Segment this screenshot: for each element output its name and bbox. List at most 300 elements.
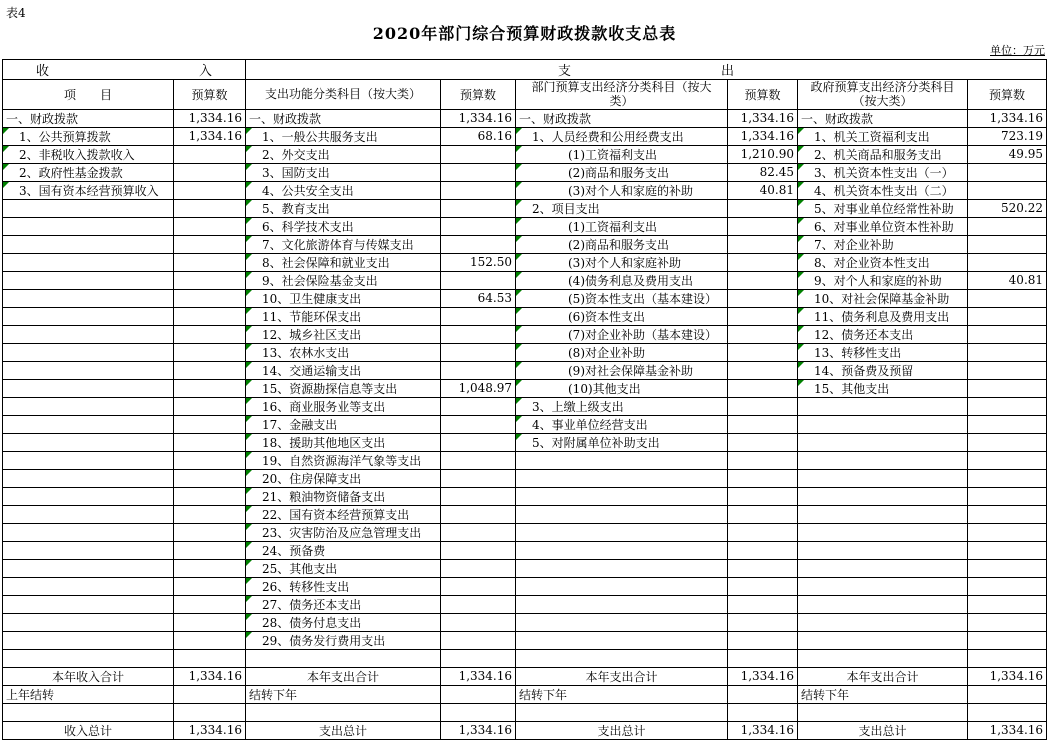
empty-cell bbox=[174, 631, 246, 649]
empty-cell bbox=[798, 595, 968, 613]
empty-cell bbox=[968, 577, 1047, 595]
item-cell: 上年结转 bbox=[3, 685, 174, 703]
item-cell: 4、事业单位经营支出 bbox=[516, 415, 728, 433]
item-cell: 17、金融支出 bbox=[246, 415, 441, 433]
empty-cell bbox=[3, 379, 174, 397]
empty-cell bbox=[441, 343, 516, 361]
item-cell: 支出总计 bbox=[516, 721, 728, 739]
cell-flag-triangle-icon bbox=[798, 344, 804, 350]
empty-cell bbox=[246, 649, 441, 667]
empty-cell bbox=[798, 649, 968, 667]
empty-cell bbox=[798, 541, 968, 559]
item-cell: 14、预备费及预留 bbox=[798, 361, 968, 379]
empty-cell bbox=[441, 307, 516, 325]
empty-cell bbox=[174, 541, 246, 559]
empty-cell bbox=[174, 703, 246, 721]
item-cell: 结转下年 bbox=[516, 685, 728, 703]
empty-cell bbox=[798, 523, 968, 541]
table-row bbox=[3, 559, 1047, 577]
empty-cell bbox=[174, 379, 246, 397]
cell-flag-triangle-icon bbox=[516, 434, 522, 440]
item-cell: 4、公共安全支出 bbox=[246, 181, 441, 199]
empty-cell bbox=[798, 703, 968, 721]
cell-flag-triangle-icon bbox=[246, 164, 252, 170]
empty-cell bbox=[3, 505, 174, 523]
empty-cell bbox=[728, 487, 798, 505]
income-group-header bbox=[3, 60, 246, 80]
empty-cell bbox=[516, 505, 728, 523]
value-cell: 40.81 bbox=[728, 181, 798, 199]
value-cell: 1,334.16 bbox=[174, 109, 246, 127]
empty-cell bbox=[441, 577, 516, 595]
cell-flag-triangle-icon bbox=[798, 164, 804, 170]
empty-cell bbox=[441, 433, 516, 451]
table-row bbox=[3, 397, 1047, 415]
empty-cell bbox=[3, 343, 174, 361]
empty-cell bbox=[174, 415, 246, 433]
empty-cell bbox=[968, 397, 1047, 415]
table-row bbox=[3, 505, 1047, 523]
item-cell: 一、财政拨款 bbox=[246, 109, 441, 127]
item-cell: 16、商业服务业等支出 bbox=[246, 397, 441, 415]
item-cell: 支出总计 bbox=[798, 721, 968, 739]
header-row-columns bbox=[3, 80, 1047, 110]
item-cell: (1)工资福利支出 bbox=[516, 145, 728, 163]
empty-cell bbox=[516, 469, 728, 487]
item-cell: (2)商品和服务支出 bbox=[516, 163, 728, 181]
empty-cell bbox=[174, 451, 246, 469]
item-cell: 8、社会保障和就业支出 bbox=[246, 253, 441, 271]
cell-flag-triangle-icon bbox=[516, 236, 522, 242]
cell-flag-triangle-icon bbox=[798, 146, 804, 152]
value-cell: 1,334.16 bbox=[728, 109, 798, 127]
table-row bbox=[3, 541, 1047, 559]
empty-cell bbox=[3, 271, 174, 289]
empty-cell bbox=[968, 343, 1047, 361]
empty-cell bbox=[174, 217, 246, 235]
table-row bbox=[3, 649, 1047, 667]
empty-cell bbox=[3, 631, 174, 649]
cell-flag-triangle-icon bbox=[798, 236, 804, 242]
item-cell: 12、债务还本支出 bbox=[798, 325, 968, 343]
cell-flag-triangle-icon bbox=[246, 308, 252, 314]
value-cell: 82.45 bbox=[728, 163, 798, 181]
table-row bbox=[3, 415, 1047, 433]
empty-cell bbox=[441, 613, 516, 631]
cell-flag-triangle-icon bbox=[516, 164, 522, 170]
item-cell: 一、财政拨款 bbox=[798, 109, 968, 127]
empty-cell bbox=[728, 415, 798, 433]
item-cell: 2、项目支出 bbox=[516, 199, 728, 217]
empty-cell bbox=[968, 559, 1047, 577]
empty-cell bbox=[728, 523, 798, 541]
cell-flag-triangle-icon bbox=[516, 380, 522, 386]
table-row bbox=[3, 199, 1047, 217]
table-row bbox=[3, 307, 1047, 325]
empty-cell bbox=[174, 433, 246, 451]
table-row bbox=[3, 379, 1047, 397]
cell-flag-triangle-icon bbox=[798, 290, 804, 296]
cell-flag-triangle-icon bbox=[246, 416, 252, 422]
empty-cell bbox=[3, 469, 174, 487]
value-cell: 68.16 bbox=[441, 127, 516, 145]
cell-flag-triangle-icon bbox=[246, 398, 252, 404]
table-row bbox=[3, 685, 1047, 703]
column-header-budget: 预算数 bbox=[728, 80, 798, 110]
item-cell: 13、农林水支出 bbox=[246, 343, 441, 361]
item-cell: 18、援助其他地区支出 bbox=[246, 433, 441, 451]
cell-flag-triangle-icon bbox=[246, 452, 252, 458]
table-row bbox=[3, 217, 1047, 235]
table-row bbox=[3, 253, 1047, 271]
cell-flag-triangle-icon bbox=[246, 488, 252, 494]
item-cell: 8、对企业资本性支出 bbox=[798, 253, 968, 271]
cell-flag-triangle-icon bbox=[516, 254, 522, 260]
empty-cell bbox=[174, 199, 246, 217]
empty-cell bbox=[798, 415, 968, 433]
cell-flag-triangle-icon bbox=[516, 326, 522, 332]
empty-cell bbox=[968, 469, 1047, 487]
empty-cell bbox=[968, 163, 1047, 181]
empty-cell bbox=[174, 577, 246, 595]
column-header-budget: 预算数 bbox=[441, 80, 516, 110]
value-cell: 1,334.16 bbox=[728, 721, 798, 739]
item-cell: 5、对附属单位补助支出 bbox=[516, 433, 728, 451]
cell-flag-triangle-icon bbox=[798, 272, 804, 278]
empty-cell bbox=[728, 289, 798, 307]
value-cell: 64.53 bbox=[441, 289, 516, 307]
empty-cell bbox=[728, 577, 798, 595]
empty-cell bbox=[174, 595, 246, 613]
empty-cell bbox=[728, 541, 798, 559]
empty-cell bbox=[516, 703, 728, 721]
empty-cell bbox=[728, 253, 798, 271]
empty-cell bbox=[441, 505, 516, 523]
item-cell: 2、政府性基金拨款 bbox=[3, 163, 174, 181]
table-row bbox=[3, 595, 1047, 613]
item-cell: 1、人员经费和公用经费支出 bbox=[516, 127, 728, 145]
item-cell: 3、机关资本性支出（一） bbox=[798, 163, 968, 181]
value-cell: 152.50 bbox=[441, 253, 516, 271]
item-cell: 14、交通运输支出 bbox=[246, 361, 441, 379]
empty-cell bbox=[728, 685, 798, 703]
empty-cell bbox=[728, 235, 798, 253]
item-cell: 5、对事业单位经常性补助 bbox=[798, 199, 968, 217]
item-cell: (8)对企业补助 bbox=[516, 343, 728, 361]
item-cell: 22、国有资本经营预算支出 bbox=[246, 505, 441, 523]
empty-cell bbox=[798, 397, 968, 415]
cell-flag-triangle-icon bbox=[516, 128, 522, 134]
table-row bbox=[3, 109, 1047, 127]
empty-cell bbox=[441, 451, 516, 469]
column-header-budget: 预算数 bbox=[174, 80, 246, 110]
empty-cell bbox=[516, 451, 728, 469]
empty-cell bbox=[441, 559, 516, 577]
empty-cell bbox=[441, 685, 516, 703]
page-title: 2020年部门综合预算财政拨款收支总表 bbox=[372, 24, 677, 43]
item-cell: 收入总计 bbox=[3, 721, 174, 739]
value-cell: 520.22 bbox=[968, 199, 1047, 217]
cell-flag-triangle-icon bbox=[798, 362, 804, 368]
table-row bbox=[3, 127, 1047, 145]
item-cell: 23、灾害防治及应急管理支出 bbox=[246, 523, 441, 541]
cell-flag-triangle-icon bbox=[516, 416, 522, 422]
income-header-char: 入 bbox=[199, 64, 213, 79]
empty-cell bbox=[968, 379, 1047, 397]
empty-cell bbox=[728, 631, 798, 649]
expense-header-char: 支 bbox=[558, 64, 572, 79]
item-cell: 15、其他支出 bbox=[798, 379, 968, 397]
item-cell: 27、债务还本支出 bbox=[246, 595, 441, 613]
item-cell: 3、国有资本经营预算收入 bbox=[3, 181, 174, 199]
table-row bbox=[3, 487, 1047, 505]
column-header-functional-class: 支出功能分类科目（按大类） bbox=[246, 80, 441, 110]
item-cell: (6)资本性支出 bbox=[516, 307, 728, 325]
empty-cell bbox=[798, 613, 968, 631]
item-cell: (1)工资福利支出 bbox=[516, 217, 728, 235]
column-header-dept-economic-class: 部门预算支出经济分类科目（按大类） bbox=[516, 80, 728, 110]
empty-cell bbox=[728, 271, 798, 289]
cell-flag-triangle-icon bbox=[246, 614, 252, 620]
empty-cell bbox=[516, 649, 728, 667]
cell-flag-triangle-icon bbox=[798, 254, 804, 260]
empty-cell bbox=[3, 541, 174, 559]
empty-cell bbox=[174, 271, 246, 289]
empty-cell bbox=[728, 199, 798, 217]
empty-cell bbox=[441, 361, 516, 379]
empty-cell bbox=[174, 523, 246, 541]
item-cell: 本年支出合计 bbox=[798, 667, 968, 685]
empty-cell bbox=[174, 559, 246, 577]
empty-cell bbox=[516, 523, 728, 541]
empty-cell bbox=[3, 559, 174, 577]
cell-flag-triangle-icon bbox=[3, 182, 9, 188]
item-cell: 4、机关资本性支出（二） bbox=[798, 181, 968, 199]
cell-flag-triangle-icon bbox=[246, 524, 252, 530]
value-cell: 1,048.97 bbox=[441, 379, 516, 397]
empty-cell bbox=[3, 235, 174, 253]
empty-cell bbox=[174, 163, 246, 181]
item-cell: 7、对企业补助 bbox=[798, 235, 968, 253]
value-cell: 40.81 bbox=[968, 271, 1047, 289]
empty-cell bbox=[968, 523, 1047, 541]
cell-flag-triangle-icon bbox=[798, 308, 804, 314]
value-cell: 1,334.16 bbox=[441, 109, 516, 127]
item-cell: 结转下年 bbox=[798, 685, 968, 703]
header-row-group bbox=[3, 60, 1047, 80]
cell-flag-triangle-icon bbox=[798, 326, 804, 332]
empty-cell bbox=[3, 433, 174, 451]
item-cell: 25、其他支出 bbox=[246, 559, 441, 577]
item-cell: (10)其他支出 bbox=[516, 379, 728, 397]
value-cell: 1,334.16 bbox=[968, 721, 1047, 739]
item-cell: 10、对社会保障基金补助 bbox=[798, 289, 968, 307]
empty-cell bbox=[968, 415, 1047, 433]
empty-cell bbox=[174, 325, 246, 343]
cell-flag-triangle-icon bbox=[246, 362, 252, 368]
value-cell: 1,334.16 bbox=[728, 667, 798, 685]
cell-flag-triangle-icon bbox=[516, 362, 522, 368]
table-row bbox=[3, 631, 1047, 649]
cell-flag-triangle-icon bbox=[3, 146, 9, 152]
empty-cell bbox=[968, 649, 1047, 667]
empty-cell bbox=[441, 397, 516, 415]
value-cell: 1,334.16 bbox=[174, 127, 246, 145]
value-cell: 1,210.90 bbox=[728, 145, 798, 163]
item-cell: 9、社会保险基金支出 bbox=[246, 271, 441, 289]
empty-cell bbox=[798, 577, 968, 595]
item-cell: 1、一般公共服务支出 bbox=[246, 127, 441, 145]
cell-flag-triangle-icon bbox=[246, 146, 252, 152]
cell-flag-triangle-icon bbox=[246, 290, 252, 296]
item-cell: 13、转移性支出 bbox=[798, 343, 968, 361]
item-cell: (9)对社会保障基金补助 bbox=[516, 361, 728, 379]
cell-flag-triangle-icon bbox=[246, 218, 252, 224]
empty-cell bbox=[3, 415, 174, 433]
empty-cell bbox=[516, 559, 728, 577]
item-cell: 2、非税收入拨款收入 bbox=[3, 145, 174, 163]
item-cell: (5)资本性支出（基本建设） bbox=[516, 289, 728, 307]
cell-flag-triangle-icon bbox=[246, 128, 252, 134]
empty-cell bbox=[968, 613, 1047, 631]
empty-cell bbox=[441, 631, 516, 649]
item-cell: 本年收入合计 bbox=[3, 667, 174, 685]
budget-summary-table bbox=[2, 59, 1047, 740]
cell-flag-triangle-icon bbox=[516, 182, 522, 188]
cell-flag-triangle-icon bbox=[246, 596, 252, 602]
empty-cell bbox=[441, 487, 516, 505]
empty-cell bbox=[728, 595, 798, 613]
empty-cell bbox=[441, 415, 516, 433]
empty-cell bbox=[728, 613, 798, 631]
item-cell: 3、国防支出 bbox=[246, 163, 441, 181]
empty-cell bbox=[174, 469, 246, 487]
empty-cell bbox=[516, 631, 728, 649]
empty-cell bbox=[3, 487, 174, 505]
table-row bbox=[3, 343, 1047, 361]
table-row bbox=[3, 667, 1047, 685]
table-row bbox=[3, 271, 1047, 289]
table-row bbox=[3, 703, 1047, 721]
empty-cell bbox=[968, 487, 1047, 505]
item-cell: 26、转移性支出 bbox=[246, 577, 441, 595]
table-row bbox=[3, 181, 1047, 199]
empty-cell bbox=[3, 361, 174, 379]
table-row bbox=[3, 433, 1047, 451]
empty-cell bbox=[174, 613, 246, 631]
empty-cell bbox=[174, 145, 246, 163]
table-row bbox=[3, 577, 1047, 595]
table-row bbox=[3, 361, 1047, 379]
cell-flag-triangle-icon bbox=[246, 578, 252, 584]
empty-cell bbox=[798, 559, 968, 577]
empty-cell bbox=[3, 325, 174, 343]
empty-cell bbox=[441, 325, 516, 343]
empty-cell bbox=[3, 577, 174, 595]
table-row bbox=[3, 235, 1047, 253]
unit-note: 单位：万元 bbox=[990, 44, 1045, 57]
cell-flag-triangle-icon bbox=[246, 326, 252, 332]
cell-flag-triangle-icon bbox=[516, 308, 522, 314]
empty-cell bbox=[968, 541, 1047, 559]
item-cell: (2)商品和服务支出 bbox=[516, 235, 728, 253]
item-cell: 7、文化旅游体育与传媒支出 bbox=[246, 235, 441, 253]
empty-cell bbox=[968, 451, 1047, 469]
table-row bbox=[3, 289, 1047, 307]
column-header-gov-economic-class: 政府预算支出经济分类科目（按大类） bbox=[798, 80, 968, 110]
item-cell: 15、资源勘探信息等支出 bbox=[246, 379, 441, 397]
empty-cell bbox=[516, 577, 728, 595]
cell-flag-triangle-icon bbox=[246, 344, 252, 350]
table-row bbox=[3, 613, 1047, 631]
empty-cell bbox=[728, 361, 798, 379]
item-cell: 21、粮油物资储备支出 bbox=[246, 487, 441, 505]
empty-cell bbox=[174, 487, 246, 505]
item-cell: 29、债务发行费用支出 bbox=[246, 631, 441, 649]
empty-cell bbox=[728, 649, 798, 667]
empty-cell bbox=[798, 451, 968, 469]
empty-cell bbox=[174, 343, 246, 361]
item-cell: (3)对个人和家庭补助 bbox=[516, 253, 728, 271]
empty-cell bbox=[968, 595, 1047, 613]
empty-cell bbox=[174, 235, 246, 253]
cell-flag-triangle-icon bbox=[246, 182, 252, 188]
empty-cell bbox=[441, 649, 516, 667]
empty-cell bbox=[728, 307, 798, 325]
empty-cell bbox=[246, 703, 441, 721]
empty-cell bbox=[968, 505, 1047, 523]
empty-cell bbox=[728, 505, 798, 523]
empty-cell bbox=[174, 181, 246, 199]
value-cell: 1,334.16 bbox=[968, 667, 1047, 685]
table-body bbox=[3, 109, 1047, 739]
empty-cell bbox=[3, 703, 174, 721]
cell-flag-triangle-icon bbox=[516, 272, 522, 278]
empty-cell bbox=[798, 505, 968, 523]
item-cell: (4)债务利息及费用支出 bbox=[516, 271, 728, 289]
cell-flag-triangle-icon bbox=[516, 218, 522, 224]
value-cell: 1,334.16 bbox=[968, 109, 1047, 127]
empty-cell bbox=[968, 703, 1047, 721]
empty-cell bbox=[968, 433, 1047, 451]
empty-cell bbox=[516, 541, 728, 559]
item-cell: 本年支出合计 bbox=[516, 667, 728, 685]
item-cell: (7)对企业补助（基本建设） bbox=[516, 325, 728, 343]
empty-cell bbox=[968, 307, 1047, 325]
item-cell: 一、财政拨款 bbox=[3, 109, 174, 127]
empty-cell bbox=[968, 217, 1047, 235]
income-header-char: 收 bbox=[35, 64, 49, 79]
cell-flag-triangle-icon bbox=[246, 272, 252, 278]
item-cell: 11、债务利息及费用支出 bbox=[798, 307, 968, 325]
empty-cell bbox=[3, 289, 174, 307]
table-row bbox=[3, 163, 1047, 181]
item-cell: 6、对事业单位资本性补助 bbox=[798, 217, 968, 235]
empty-cell bbox=[968, 181, 1047, 199]
table-row bbox=[3, 469, 1047, 487]
cell-flag-triangle-icon bbox=[516, 200, 522, 206]
item-header-char: 项 bbox=[63, 87, 76, 102]
empty-cell bbox=[174, 649, 246, 667]
empty-cell bbox=[968, 253, 1047, 271]
item-cell: 一、财政拨款 bbox=[516, 109, 728, 127]
empty-cell bbox=[174, 397, 246, 415]
empty-cell bbox=[3, 523, 174, 541]
cell-flag-triangle-icon bbox=[246, 470, 252, 476]
empty-cell bbox=[728, 559, 798, 577]
empty-cell bbox=[728, 703, 798, 721]
empty-cell bbox=[968, 685, 1047, 703]
